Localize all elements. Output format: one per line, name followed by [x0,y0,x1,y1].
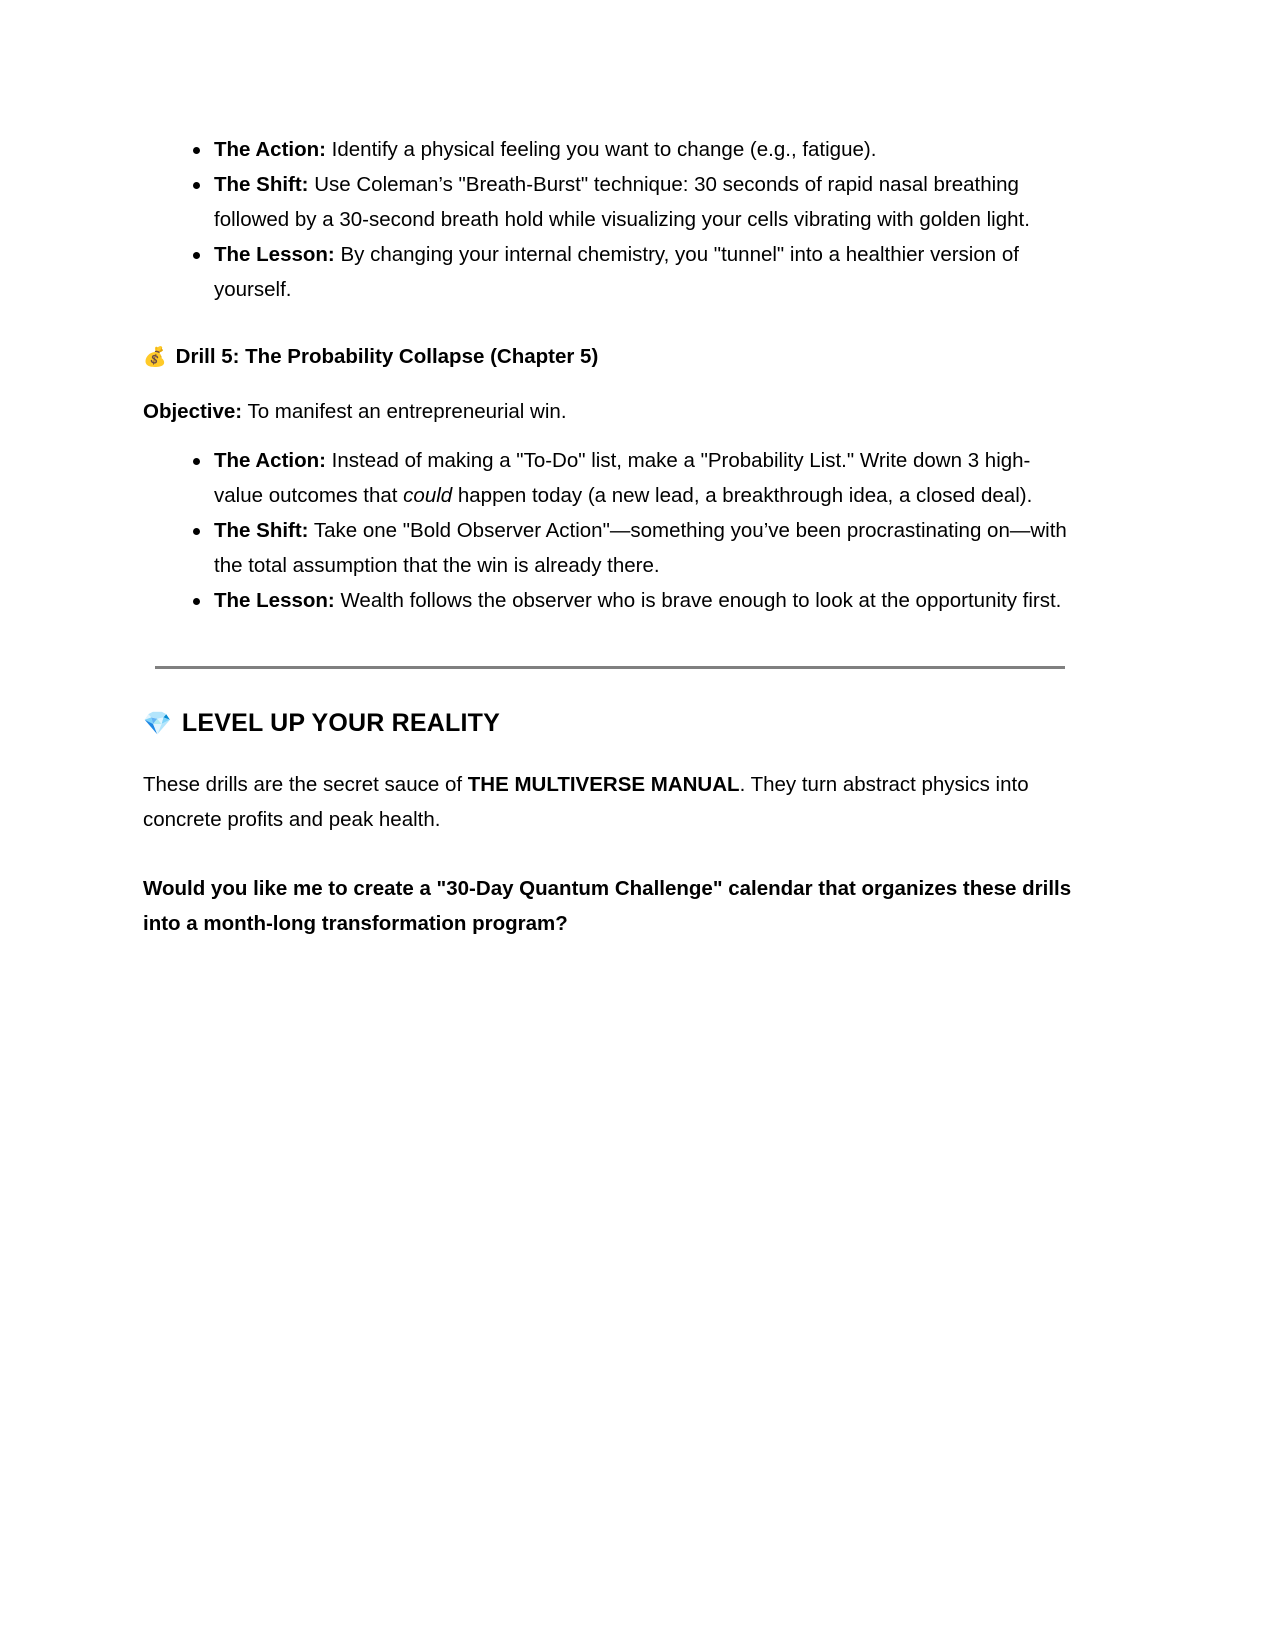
paragraph-part1: These drills are the secret sauce of [143,773,468,796]
list-item [143,513,1078,583]
list-item [143,237,1078,307]
bullet-label: The Action: [214,449,326,472]
drill5-heading [143,339,1078,374]
bullet-label: The Action: [214,138,326,161]
bullet-label: The Lesson: [214,589,335,612]
drill5-bullet-list [143,443,1078,618]
list-item [143,583,1078,618]
objective-text: To manifest an entrepreneurial win. [242,400,567,423]
bullet-label: The Shift: [214,519,309,542]
level-up-paragraph [143,767,1078,837]
bullet-text-before: Wealth follows the observer who is brave enough to look at the opportunity first. [334,589,1062,612]
paragraph-part2: . They turn abstract physics into concrete profits and peak health. [143,773,1029,831]
closing-question: Would you like me to create a "30-Day Quantum Challenge" calendar that organizes these drills into a month-long transformation program? [143,877,1072,935]
bullet-label: The Shift: [214,173,309,196]
bullet-text: Use Coleman’s "Breath-Burst" technique: 30 seconds of rapid nasal breathing followed by a 30-second breath hold while visualizing your cells vibrating with golden light. [214,173,1030,231]
list-item [143,167,1078,237]
bullet-text-italic: could [403,484,453,507]
spacer [143,429,1078,443]
money-bag-emoji: 💰 [143,347,167,368]
list-item [143,132,1078,167]
bullet-text-before: Take one "Bold Observer Action"—something you’ve been procrastinating on—with the total assumption that the win is already there. [214,519,1067,577]
drill5-heading-text: Drill 5: The Probability Collapse (Chapter 5) [175,345,599,368]
bullet-text: Identify a physical feeling you want to change (e.g., fatigue). [325,138,877,161]
drill4-bullet-list [143,132,1078,307]
document-content [143,132,1078,941]
bullet-text-after: happen today (a new lead, a breakthrough idea, a closed deal). [452,484,1033,507]
drill5-objective [143,394,1078,429]
bullet-text: By changing your internal chemistry, you "tunnel" into a healthier version of yourself. [214,243,1019,301]
level-up-heading-text: LEVEL UP YOUR REALITY [181,709,500,737]
section-divider [155,666,1065,669]
bullet-label: The Lesson: [214,243,335,266]
paragraph-bold-title: THE MULTIVERSE MANUAL [467,773,740,796]
objective-label: Objective: [143,400,243,423]
diamond-emoji: 💎 [143,709,172,736]
list-item [143,443,1078,513]
level-up-heading [143,707,1078,739]
bullet-text-before: Instead of making a "To-Do" list, make a "Probability List." Write down 3 high-value outcomes that [214,449,1031,507]
